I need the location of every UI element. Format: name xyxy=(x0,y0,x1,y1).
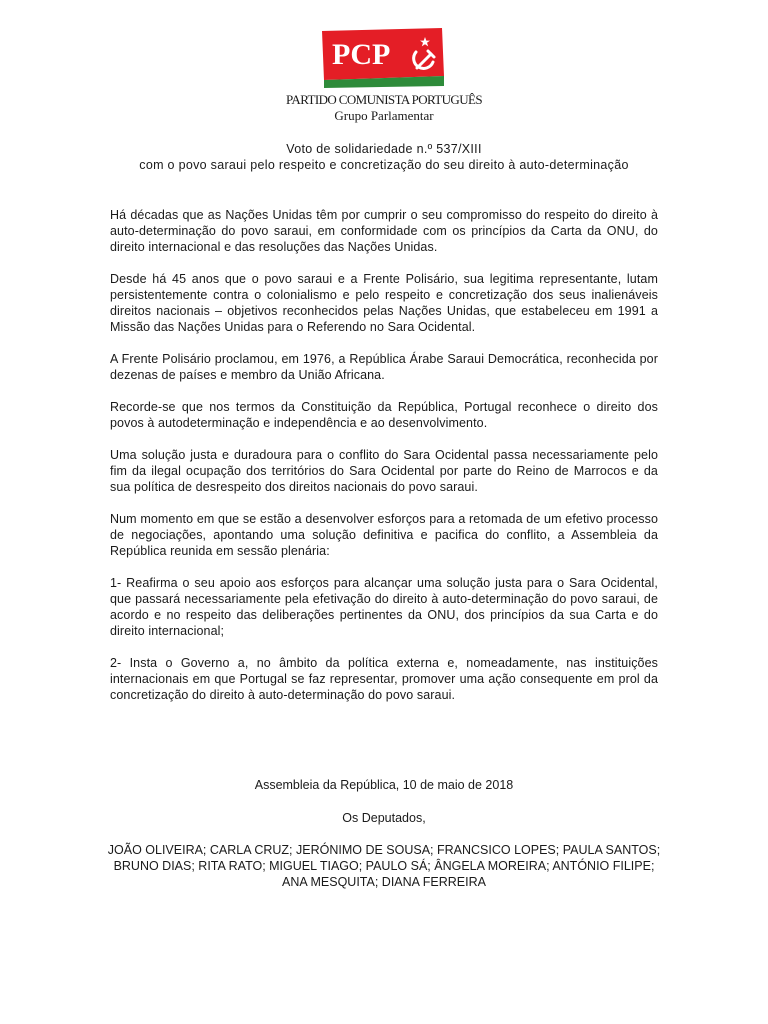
deputies-label: Os Deputados, xyxy=(342,811,426,825)
paragraph: 1- Reafirma o seu apoio aos esforços para alcançar uma solução justa para o Sara Ocidental, que passará necessariamente pela efetivação do direito à auto-determinação do povo saraui, de acordo e no respeito das deliberações pertinentes da ONU, dos princípios da sua Carta e do direito internacional; xyxy=(110,576,658,638)
pcp-logo xyxy=(322,28,444,88)
party-name: PARTIDO COMUNISTA PORTUGUÊS xyxy=(286,92,482,107)
document-body xyxy=(110,207,658,719)
deputies-line: ANA MESQUITA; DIANA FERREIRA xyxy=(282,875,486,889)
deputies-line: JOÃO OLIVEIRA; CARLA CRUZ; JERÓNIMO DE SOUSA; FRANCSICO LOPES; PAULA SANTOS; xyxy=(107,843,661,857)
paragraph: A Frente Polisário proclamou, em 1976, a República Árabe Saraui Democrática, reconhecida por dezenas de países e membro da União Africana. xyxy=(110,352,658,382)
paragraph: Recorde-se que nos termos da Constituição da República, Portugal reconhece o direito dos povos à autodeterminação e independência e ao desenvolvimento. xyxy=(110,400,658,430)
paragraph: Uma solução justa e duradoura para o conflito do Sara Ocidental passa necessariamente pelo fim da ilegal ocupação dos territórios do Sara Ocidental por parte do Reino de Marrocos e da sua política de desrespeito dos direitos nacionais do povo saraui. xyxy=(110,448,658,494)
pcp-logo-graphic xyxy=(322,28,444,88)
vote-title: Voto de solidariedade n.º 537/XIII xyxy=(286,142,482,156)
deputies-list xyxy=(100,842,668,890)
paragraph: Num momento em que se estão a desenvolver esforços para a retomada de um efetivo processo de negociações, apontando uma solução definitiva e pacifica do conflito, a Assembleia da República reunida em sessão plenária: xyxy=(110,512,658,558)
place-date: Assembleia da República, 10 de maio de 2018 xyxy=(254,778,514,792)
group-name: Grupo Parlamentar xyxy=(334,108,434,123)
deputies-line: BRUNO DIAS; RITA RATO; MIGUEL TIAGO; PAULO SÁ; ÂNGELA MOREIRA; ANTÓNIO FILIPE; xyxy=(113,859,655,873)
paragraph: Há décadas que as Nações Unidas têm por cumprir o seu compromisso do respeito do direito à auto-determinação do povo saraui, em conformidade com os princípios da Carta da ONU, do direito internacional e das resoluções das Nações Unidas. xyxy=(110,208,658,254)
logo-text: PCP xyxy=(332,38,391,71)
vote-subtitle: com o povo saraui pelo respeito e concretização do seu direito à auto-determinação xyxy=(139,158,629,172)
paragraph: Desde há 45 anos que o povo saraui e a Frente Polisário, sua legitima representante, lutam persistentemente contra o colonialismo e pelo respeito e concretização dos seus inalienáveis direitos nacionais – objetivos reconhecidos pelas Nações Unidas, que estabeleceu em 1991 a Missão das Nações Unidas para o Referendo no Sara Ocidental. xyxy=(110,272,658,334)
paragraph: 2- Insta o Governo a, no âmbito da política externa e, nomeadamente, nas instituições internacionais em que Portugal se faz representar, promover uma ação consequente em prol da concretização do direito à auto-determinação do povo saraui. xyxy=(110,656,658,702)
